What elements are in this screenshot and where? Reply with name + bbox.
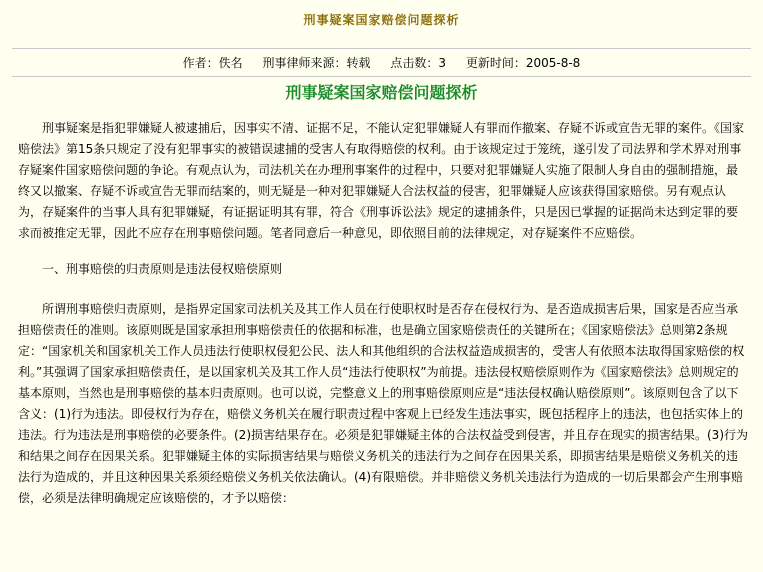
source-label: 刑事律师来源：转载 [262, 56, 371, 70]
header-title: 刑事疑案国家赔偿问题探析 [303, 13, 460, 27]
section-heading-1: 一、刑事赔偿的归责原则是违法侵权赔偿原则 [42, 262, 283, 276]
article-body [18, 118, 748, 509]
paragraph-intro: 刑事疑案是指犯罪嫌疑人被逮捕后，因事实不清、证据不足，不能认定犯罪嫌疑人有罪而作撤案、存疑不诉或宣告无罪的案件。《国家赔偿法》第15条只规定了没有犯罪事实的被错误逮捕的受害人有取得赔偿的权利。由于该规定过于笼统，遂引发了司法界和学术界对刑事存疑案件国家赔偿问题的争论。有观点认为，司法机关在办理刑事案件的过程中，只要对犯罪嫌疑人实施了限制人身自由的强制措施，最终又以撤案、存疑不诉或宣告无罪而结案的，则无疑是一种对犯罪嫌疑人合法权益的侵害，犯罪嫌疑人应该获得国家赔偿。另有观点认为，存疑案件的当事人具有犯罪嫌疑，有证据证明其有罪，符合《刑事诉讼法》规定的逮捕条件，只是因已掌握的证据尚未达到定罪的要求而被推定无罪，因此不应存在刑事赔偿问题。笔者同意后一种意见，即依照目前的法律规定，对存疑案件不应赔偿。 [18, 121, 745, 240]
site-header [0, 0, 763, 40]
meta-bottom-divider [12, 76, 751, 77]
paragraph-principle: 所谓刑事赔偿归责原则，是指界定国家司法机关及其工作人员在行使职权时是否存在侵权行为、是否造成损害后果，国家是否应当承担赔偿责任的准则。该原则既是国家承担刑事赔偿责任的依据和标准，也是确立国家赔偿责任的关键所在；《国家赔偿法》总则第2条规定：“国家机关和国家机关工作人员违法行使职权侵犯公民、法人和其他组织的合法权益造成损害的，受害人有依照本法取得国家赔偿的权利。”其强调了国家承担赔偿责任，是以国家机关及其工作人员“违法行使职权”为前提。违法侵权赔偿原则作为《国家赔偿法》总则规定的基本原则，当然也是刑事赔偿的基本归责原则。也可以说，完整意义上的刑事赔偿原则应是“违法侵权确认赔偿原则”。该原则包含了以下含义：(1)行为违法。即侵权行为存在，赔偿义务机关在履行职责过程中客观上已经发生违法事实，既包括程序上的违法，也包括实体上的违法。行为违法是刑事赔偿的必要条件。(2)损害结果存在。必须是犯罪嫌疑主体的合法权益受到侵害，并且存在现实的损害结果。(3)行为和结果之间存在因果关系。犯罪嫌疑主体的实际损害结果与赔偿义务机关的违法行为之间存在因果关系，即损害结果是赔偿义务机关的违法行为造成的，并且这种因果关系须经赔偿义务机关依法确认。(4)有限赔偿。并非赔偿义务机关违法行为造成的一切后果都会产生刑事赔偿，必须是法律明确规定应该赔偿的，才予以赔偿： [18, 302, 749, 505]
article-title: 刑事疑案国家赔偿问题探析 [285, 83, 478, 102]
article-meta [0, 54, 763, 71]
update-time-label: 更新时间：2005-8-8 [465, 56, 581, 70]
meta-top-divider [12, 48, 751, 49]
hits-label: 点击数：3 [390, 56, 446, 70]
author-label: 作者：佚名 [182, 56, 243, 70]
